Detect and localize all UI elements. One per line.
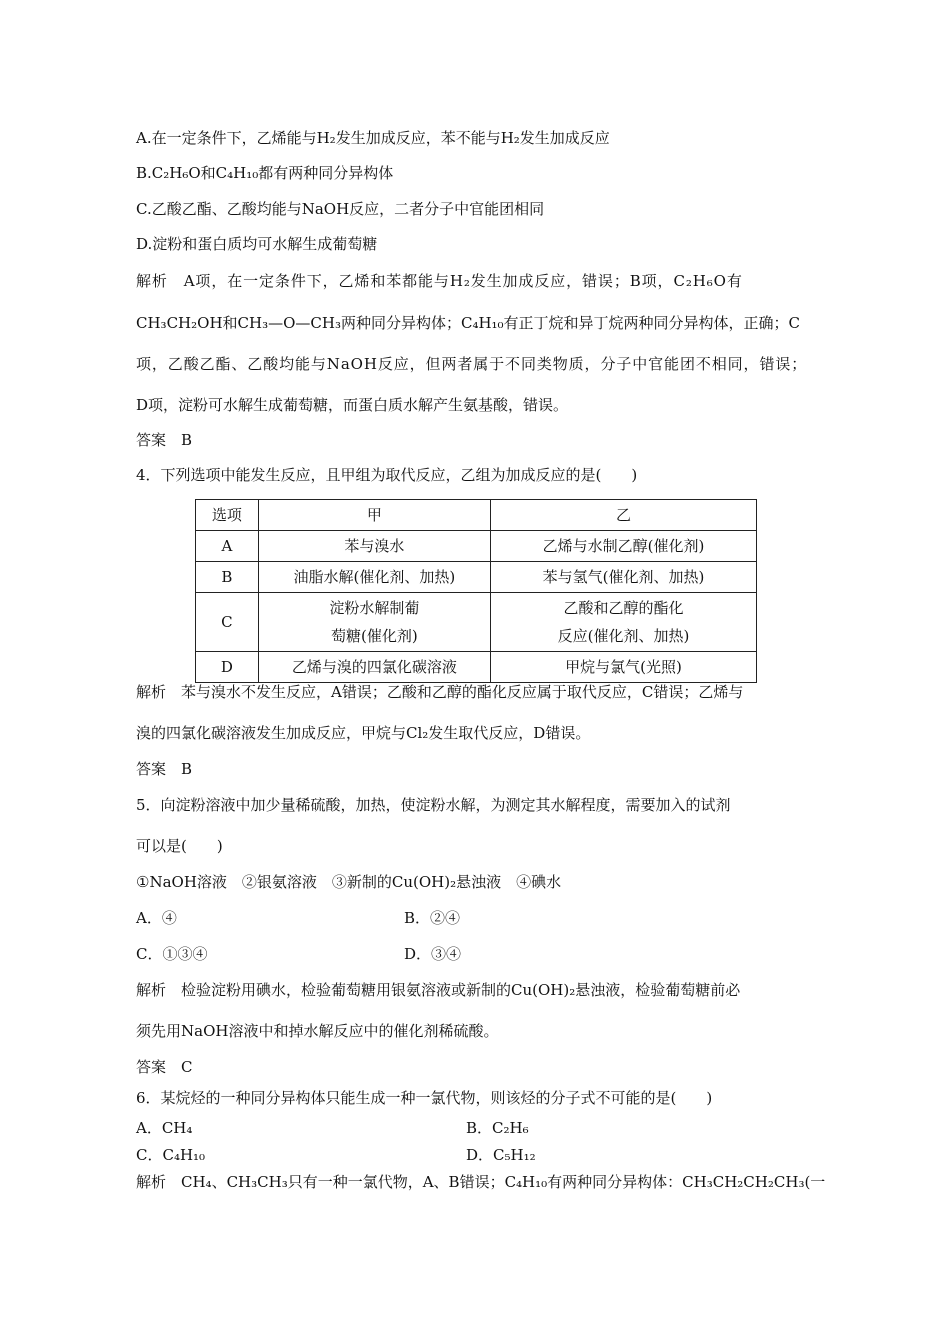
q4-analysis-line: 解析 苯与溴水不发生反应，A错误；乙酸和乙醇的酯化反应属于取代反应，C错误；乙烯与 — [136, 683, 744, 701]
table-cell-option: A — [196, 531, 259, 562]
q3-option-b: B.C₂H₆O和C₄H₁₀都有两种同分异构体 — [136, 164, 394, 182]
q5-option-a: A．④ — [136, 909, 177, 927]
table-cell-text: 淀粉水解制葡 — [329, 599, 420, 617]
q6-option-c: C．C₄H₁₀ — [136, 1146, 206, 1164]
q4-stem: 4．下列选项中能发生反应，且甲组为取代反应，乙组为加成反应的是( ) — [136, 466, 638, 484]
q4-options-table — [195, 499, 757, 683]
table-header: 选项 — [196, 500, 259, 531]
table-cell-yi: 甲烷与氯气(光照) — [490, 652, 756, 683]
table-cell-text: 乙酸和乙醇的酯化 — [563, 599, 684, 617]
q5-option-b: B．②④ — [404, 909, 461, 927]
q6-analysis-line: 解析 CH₄、CH₃CH₃只有一种一氯代物，A、B错误；C₄H₁₀有两种同分异构体：CH₃CH₂CH₂CH₃(一 — [136, 1173, 826, 1191]
q3-option-d: D.淀粉和蛋白质均可水解生成葡萄糖 — [136, 235, 378, 253]
table-cell-jia: 苯与溴水 — [258, 531, 490, 562]
q5-answer: 答案 C — [136, 1058, 193, 1076]
table-row — [196, 593, 757, 652]
q4-answer: 答案 B — [136, 760, 193, 778]
table-cell-text: 萄糖(催化剂) — [331, 627, 418, 645]
table-row — [196, 562, 757, 593]
table-header-row — [196, 500, 757, 531]
q3-analysis-line: CH₃CH₂OH和CH₃—O—CH₃两种同分异构体；C₄H₁₀有正丁烷和异丁烷两种同分异构体，正确；C — [136, 314, 801, 332]
table-cell-option: D — [196, 652, 259, 683]
q6-option-b: B．C₂H₆ — [466, 1119, 529, 1137]
q3-option-a: A.在一定条件下，乙烯能与H₂发生加成反应，苯不能与H₂发生加成反应 — [136, 129, 610, 147]
q5-stem-line: 可以是( ) — [136, 837, 223, 855]
table-cell-option: B — [196, 562, 259, 593]
table-cell-jia — [258, 593, 490, 652]
q5-analysis-line: 须先用NaOH溶液中和掉水解反应中的催化剂稀硫酸。 — [136, 1022, 499, 1040]
q4-analysis-line: 溴的四氯化碳溶液发生加成反应，甲烷与Cl₂发生取代反应，D错误。 — [136, 724, 591, 742]
q5-reagents: ①NaOH溶液 ②银氨溶液 ③新制的Cu(OH)₂悬浊液 ④碘水 — [136, 873, 562, 891]
q3-answer: 答案 B — [136, 431, 193, 449]
q5-option-d: D．③④ — [404, 945, 462, 963]
table-cell-yi — [490, 593, 756, 652]
table-cell-option: C — [196, 593, 259, 652]
table-cell-jia: 油脂水解(催化剂、加热) — [258, 562, 490, 593]
q5-stem-line: 5．向淀粉溶液中加少量稀硫酸，加热，使淀粉水解，为测定其水解程度，需要加入的试剂 — [136, 796, 731, 814]
q3-analysis-line: 解析 A项，在一定条件下，乙烯和苯都能与H₂发生加成反应，错误；B项，C₂H₆O有 — [136, 272, 743, 290]
table-row — [196, 652, 757, 683]
table-cell-yi: 苯与氢气(催化剂、加热) — [490, 562, 756, 593]
q5-analysis-line: 解析 检验淀粉用碘水，检验葡萄糖用银氨溶液或新制的Cu(OH)₂悬浊液，检验葡萄糖前必 — [136, 981, 741, 999]
table-header: 甲 — [258, 500, 490, 531]
table-cell-jia: 乙烯与溴的四氯化碳溶液 — [258, 652, 490, 683]
q3-analysis-line: D项，淀粉可水解生成葡萄糖，而蛋白质水解产生氨基酸，错误。 — [136, 396, 569, 414]
q3-option-c: C.乙酸乙酯、乙酸均能与NaOH反应，二者分子中官能团相同 — [136, 200, 545, 218]
q6-option-a: A．CH₄ — [136, 1119, 193, 1137]
q5-option-c: C．①③④ — [136, 945, 208, 963]
q6-stem: 6．某烷烃的一种同分异构体只能生成一种一氯代物，则该烃的分子式不可能的是( ) — [136, 1089, 713, 1107]
q6-option-d: D．C₅H₁₂ — [466, 1146, 536, 1164]
table-row — [196, 531, 757, 562]
table-cell-yi: 乙烯与水制乙醇(催化剂) — [490, 531, 756, 562]
q3-analysis-line: 项，乙酸乙酯、乙酸均能与NaOH反应，但两者属于不同类物质，分子中官能团不相同，错误； — [136, 355, 808, 373]
table-header: 乙 — [490, 500, 756, 531]
table-cell-text: 反应(催化剂、加热) — [557, 627, 690, 645]
